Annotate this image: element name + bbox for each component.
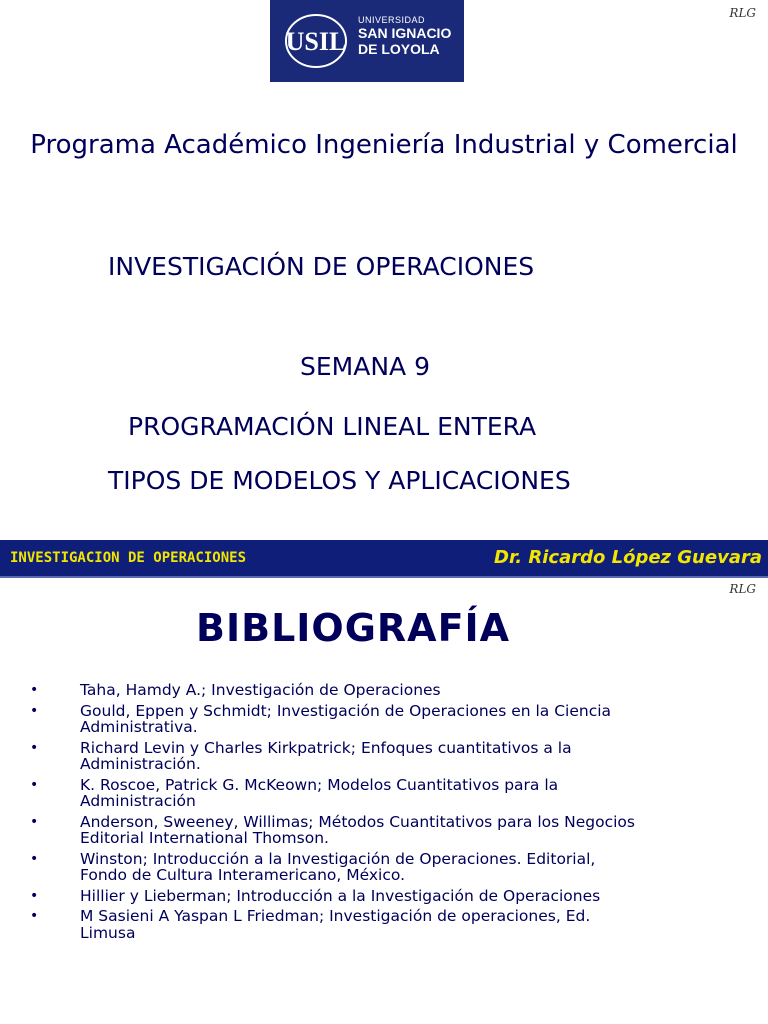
- bullet-icon: •: [30, 813, 39, 830]
- bullet-icon: •: [30, 702, 39, 719]
- bullet-icon: •: [30, 908, 39, 924]
- author-initials: RLG: [729, 6, 756, 20]
- ref-line-1: M Sasieni A Yaspan L Friedman; Investigación de operaciones, Ed.: [80, 907, 591, 925]
- ref-line-1: Richard Levin y Charles Kirkpatrick; Enfoques cuantitativos a la: [80, 738, 572, 757]
- bullet-icon: •: [30, 739, 39, 756]
- topic-title: PROGRAMACIÓN LINEAL ENTERA: [128, 412, 537, 441]
- list-item: [30, 777, 750, 810]
- ref-line-2: Editorial International Thomson.: [80, 829, 329, 847]
- logo-line-1: UNIVERSIDAD: [358, 15, 426, 25]
- course-title: INVESTIGACIÓN DE OPERACIONES: [108, 252, 535, 281]
- list-item: [30, 682, 750, 699]
- bibliography-slide: [0, 578, 768, 1024]
- ref-line-2: Administrativa.: [80, 718, 198, 736]
- bullet-icon: •: [30, 776, 39, 793]
- list-item: [30, 703, 750, 736]
- logo-wordmark: [358, 16, 451, 57]
- logo-line-2: SAN IGNACIO: [358, 25, 452, 42]
- bullet-icon: •: [30, 887, 39, 904]
- ref-line-2: Fondo de Cultura Interamericano, México.: [80, 866, 406, 884]
- university-logo: [270, 0, 464, 82]
- ref-line-2: Administración: [80, 792, 196, 810]
- footer-author: Dr. Ricardo López Guevara: [494, 547, 762, 568]
- author-initials: RLG: [729, 582, 756, 596]
- list-item: [30, 908, 750, 941]
- ref-line-2: Limusa: [80, 923, 136, 942]
- bullet-icon: •: [30, 682, 39, 698]
- logo-monogram: USIL: [285, 27, 347, 56]
- logo-line-3: DE LOYOLA: [358, 41, 440, 58]
- list-item: [30, 888, 750, 905]
- bullet-icon: •: [30, 850, 39, 867]
- bibliography-list: [30, 682, 750, 945]
- ref-line-1: K. Roscoe, Patrick G. McKeown; Modelos Cuantitativos para la: [80, 775, 559, 794]
- week-label: SEMANA 9: [300, 352, 430, 381]
- ref-line-1: Gould, Eppen y Schmidt; Investigación de Operaciones en la Ciencia: [80, 701, 612, 720]
- bibliography-title: BIBLIOGRAFÍA: [196, 606, 511, 650]
- program-title: Programa Académico Ingeniería Industrial y Comercial: [30, 130, 738, 160]
- footer-course: INVESTIGACION DE OPERACIONES: [10, 550, 247, 566]
- ref-line-1: Taha, Hamdy A.; Investigación de Operaciones: [80, 681, 441, 699]
- ref-line-2: Administración.: [80, 755, 201, 773]
- usil-monogram-icon: [276, 8, 364, 74]
- ref-line-1: Hillier y Lieberman; Introducción a la Investigación de Operaciones: [80, 886, 601, 905]
- topic-subtitle: TIPOS DE MODELOS Y APLICACIONES: [108, 466, 571, 495]
- ref-line-1: Winston; Introducción a la Investigación de Operaciones. Editorial,: [80, 849, 596, 868]
- list-item: [30, 814, 750, 847]
- ref-line-1: Anderson, Sweeney, Willimas; Métodos Cuantitativos para los Negocios: [80, 812, 635, 831]
- footer-bar: [0, 540, 768, 578]
- list-item: [30, 851, 750, 884]
- list-item: [30, 740, 750, 773]
